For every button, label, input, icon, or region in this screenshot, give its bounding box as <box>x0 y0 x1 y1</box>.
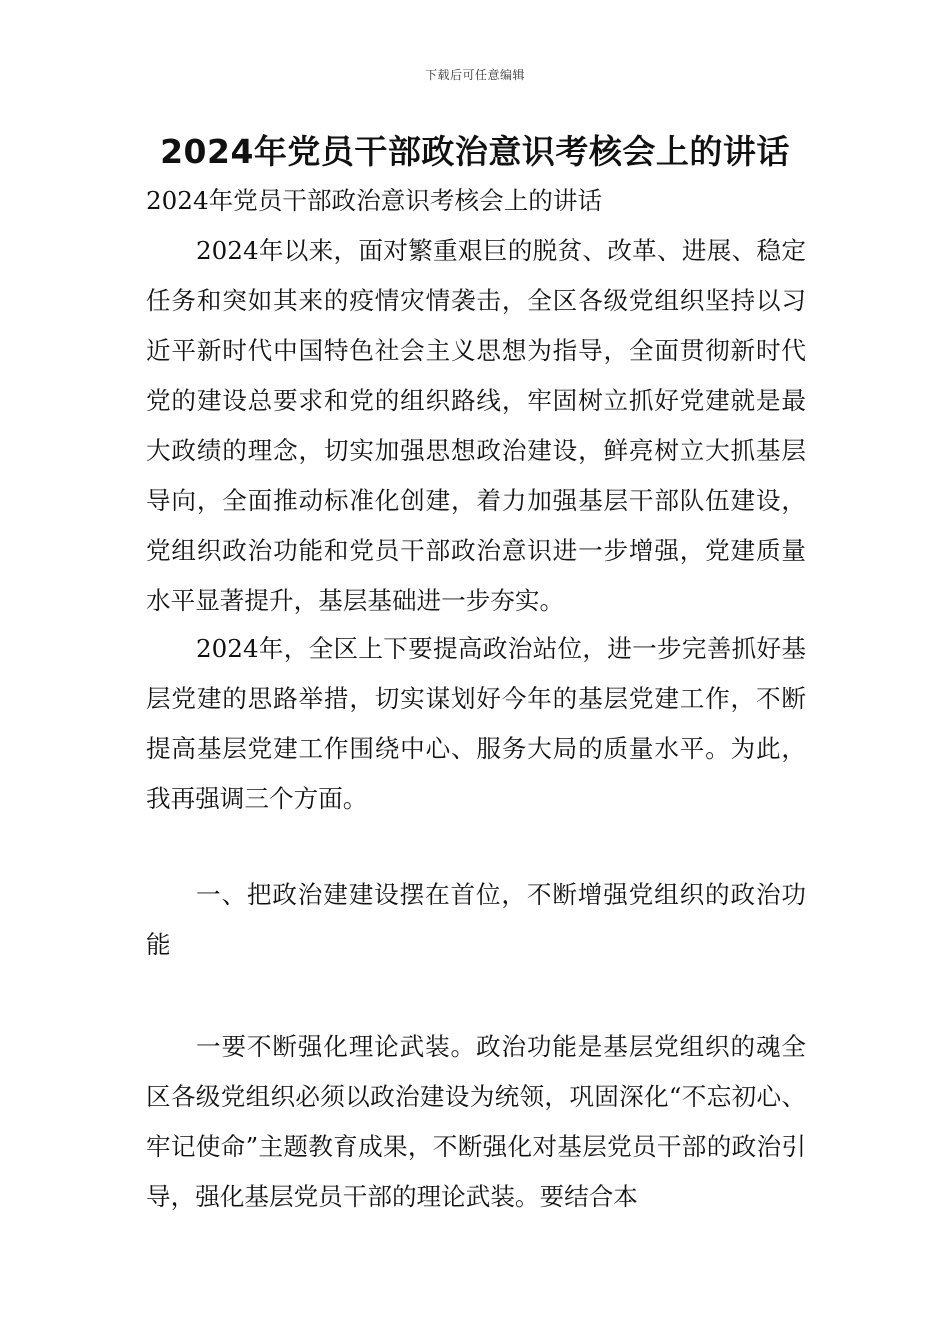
header-note: 下载后可任意编辑 <box>424 68 525 82</box>
paragraph-text: 一要不断强化理论武装。政治功能是基层党组织的魂全区各级党组织必须以政治建设为统领，巩固深化“不忘初心、牢记使命”主题教育成果，不断强化对基层党员干部的政治引导，强化基层党员干部的理论武装。要结合本 <box>146 1032 806 1211</box>
paragraph-3 <box>146 1022 806 1222</box>
document-subtitle: 2024年党员干部政治意识考核会上的讲话 <box>146 186 603 215</box>
section-heading-text: 一、把政治建建设摆在首位，不断增强党组织的政治功能 <box>146 880 806 959</box>
paragraph-1 <box>146 226 806 626</box>
paragraph-text: 2024年以来，面对繁重艰巨的脱贫、改革、进展、稳定任务和突如其来的疫情灾情袭击，全区各级党组织坚持以习近平新时代中国特色社会主义思想为指导，全面贯彻新时代党的建设总要求和党的组织路线，牢固树立抓好党建就是最大政绩的理念，切实加强思想政治建设，鲜亮树立大抓基层导向，全面推动标准化创建，着力加强基层干部队伍建设，党组织政治功能和党员干部政治意识进一步增强，党建质量水平显著提升，基层基础进一步夯实。 <box>146 236 806 615</box>
section-heading-1 <box>146 870 806 970</box>
paragraph-2 <box>146 624 806 824</box>
document-title: 2024年党员干部政治意识考核会上的讲话 <box>160 132 790 171</box>
paragraph-text: 2024年，全区上下要提高政治站位，进一步完善抓好基层党建的思路举措，切实谋划好今年的基层党建工作，不断提高基层党建工作围绕中心、服务大局的质量水平。为此，我再强调三个方面。 <box>146 634 806 813</box>
